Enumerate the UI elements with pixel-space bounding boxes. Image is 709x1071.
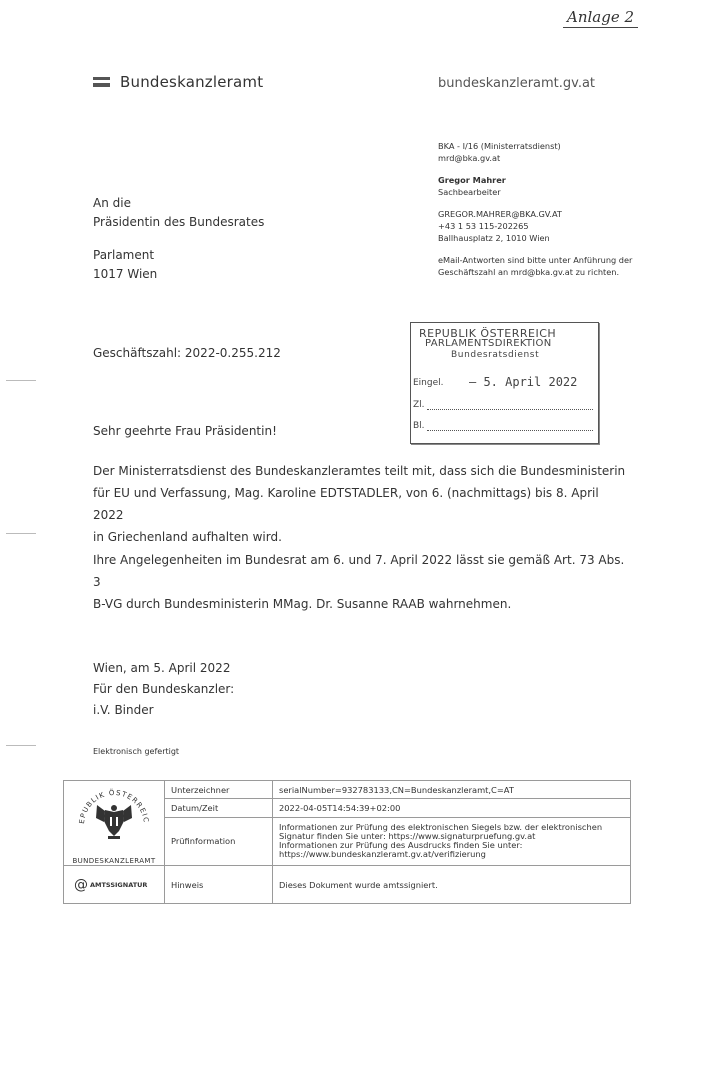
body-line: in Griechenland aufhalten wird. xyxy=(93,530,282,544)
sig-value-line: https://www.bundeskanzleramt.gv.at/verifizierung xyxy=(279,849,486,860)
handwritten-annotation: Anlage 2 xyxy=(563,8,638,28)
stamp-line: REPUBLIK ÖSTERREICH xyxy=(419,327,557,340)
sender-address: Ballhausplatz 2, 1010 Wien xyxy=(438,233,550,243)
stamp-dotted-line xyxy=(427,409,593,410)
body-line: für EU und Verfassung, Mag. Karoline EDTSTADLER, von 6. (nachmittags) bis 8. April 2022 xyxy=(93,486,599,522)
body-line: Der Ministerratsdienst des Bundeskanzleramtes teilt mit, dass sich die Bundesministerin xyxy=(93,464,626,478)
sig-value: Dieses Dokument wurde amtssigniert. xyxy=(273,866,631,904)
closing-for: Für den Bundeskanzler: xyxy=(93,682,235,696)
margin-mark xyxy=(6,533,36,534)
sig-label: Datum/Zeit xyxy=(165,799,273,817)
eagle-seal-icon xyxy=(64,781,164,853)
sender-role: Sachbearbeiter xyxy=(438,187,501,197)
sender-block xyxy=(438,140,678,278)
sig-label: Hinweis xyxy=(165,866,273,904)
sig-value: 2022-04-05T14:54:39+02:00 xyxy=(273,799,631,817)
closing-date: Wien, am 5. April 2022 xyxy=(93,661,231,675)
sig-label: Unterzeichner xyxy=(165,781,273,799)
received-stamp xyxy=(410,322,599,444)
salutation: Sehr geehrte Frau Präsidentin! xyxy=(93,424,277,438)
amtssignatur-cell xyxy=(64,866,165,904)
margin-mark xyxy=(6,380,36,381)
sender-dept-email: mrd@bka.gv.at xyxy=(438,153,501,163)
recipient-line: An die xyxy=(93,196,131,210)
recipient-line: 1017 Wien xyxy=(93,267,158,281)
reply-note: eMail-Antworten sind bitte unter Anführung der xyxy=(438,255,633,265)
sig-value xyxy=(273,817,631,865)
at-sign-icon: @ xyxy=(74,876,88,893)
sender-email: GREGOR.MAHRER@BKA.GV.AT xyxy=(438,209,562,219)
sig-value-line: Informationen zur Prüfung des elektronischen Siegels bzw. der elektronischen xyxy=(279,822,603,833)
closing-signer: i.V. Binder xyxy=(93,703,154,717)
stamp-received-label: Eingel. xyxy=(413,378,444,388)
case-number: Geschäftszahl: 2022-0.255.212 xyxy=(93,346,281,360)
sender-name: Gregor Mahrer xyxy=(438,175,506,185)
signature-table xyxy=(63,780,631,904)
seal-arc-text: EPUBLIK ÖSTERREIC xyxy=(77,788,151,825)
recipient-address xyxy=(93,194,264,284)
amtssignatur-badge: AMTSSIGNATUR xyxy=(90,880,148,889)
sig-label: Prüfinformation xyxy=(165,817,273,865)
stamp-line: PARLAMENTSDIREKTION xyxy=(425,338,552,349)
reply-note: Geschäftszahl an mrd@bka.gv.at zu richten. xyxy=(438,267,620,277)
stamp-bl-label: Bl. xyxy=(413,421,425,431)
recipient-line: Parlament xyxy=(93,248,155,262)
letterhead-logo xyxy=(93,73,263,91)
sig-value-line: Informationen zur Prüfung des Ausdrucks finden Sie unter: xyxy=(279,840,523,851)
body-line: B-VG durch Bundesministerin MMag. Dr. Susanne RAAB wahrnehmen. xyxy=(93,597,512,611)
sig-value: serialNumber=932783133,CN=Bundeskanzleramt,C=AT xyxy=(273,781,631,799)
body-paragraph-2 xyxy=(93,549,633,615)
signature-block xyxy=(63,780,631,904)
website: bundeskanzleramt.gv.at xyxy=(438,76,596,91)
bundeskanzleramt-logo-icon xyxy=(93,76,110,88)
closing xyxy=(93,658,234,721)
seal-cell xyxy=(64,781,165,866)
stamp-zl-label: Zl. xyxy=(413,400,425,410)
org-name: Bundeskanzleramt xyxy=(120,73,264,91)
body-paragraph-1 xyxy=(93,460,633,548)
margin-mark xyxy=(6,745,36,746)
stamp-line: Bundesratsdienst xyxy=(451,350,540,360)
seal-org: BUNDESKANZLERAMT xyxy=(72,857,156,865)
sig-value-line: Signatur finden Sie unter: https://www.signaturpruefung.gv.at xyxy=(279,831,536,842)
stamp-received-date: – 5. April 2022 xyxy=(469,375,578,389)
sender-dept: BKA - I/16 (Ministerratsdienst) xyxy=(438,141,561,151)
signed-note: Elektronisch gefertigt xyxy=(93,747,180,756)
stamp-dotted-line xyxy=(427,430,593,431)
sender-phone: +43 1 53 115-202265 xyxy=(438,221,529,231)
recipient-line: Präsidentin des Bundesrates xyxy=(93,215,265,229)
body-line: Ihre Angelegenheiten im Bundesrat am 6. und 7. April 2022 lässt sie gemäß Art. 73 Abs. 3 xyxy=(93,553,625,589)
